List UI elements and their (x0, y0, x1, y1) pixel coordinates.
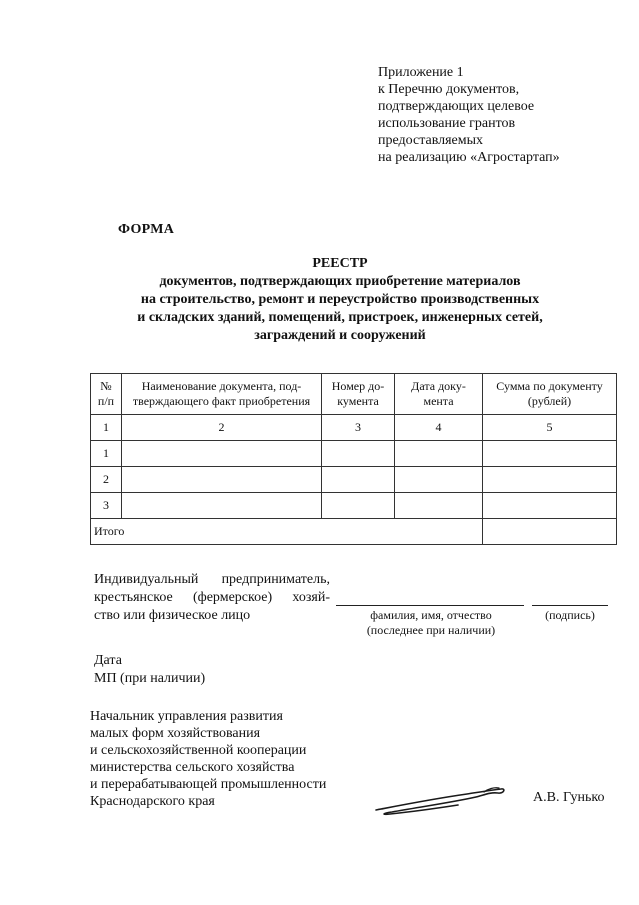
chief-line: и сельскохозяйственной кооперации (90, 743, 307, 758)
column-number-cell: 1 (91, 415, 122, 441)
table-header-row (91, 374, 617, 415)
signer-line (94, 589, 330, 607)
column-number-cell: 5 (483, 415, 617, 441)
table-cell[interactable] (122, 467, 322, 493)
document-title (90, 255, 590, 345)
appendix-line: использование грантов (378, 116, 516, 131)
title-line: документов, подтверждающих приобретение материалов (159, 274, 521, 289)
title-line: заграждений и сооружений (254, 328, 426, 343)
table-cell[interactable] (395, 441, 483, 467)
date-label: Дата (94, 653, 122, 668)
signer-line (94, 571, 330, 589)
handwritten-signature (372, 783, 522, 823)
chief-line: министерства сельского хозяйства (90, 760, 295, 775)
row-number-cell: 2 (91, 467, 122, 493)
appendix-line: к Перечню документов, (378, 82, 520, 97)
chief-line: Краснодарского края (90, 794, 215, 809)
header-cell-doc-number: Номер до-кумента (322, 374, 395, 415)
table-cell[interactable] (483, 467, 617, 493)
table-cell[interactable] (122, 441, 322, 467)
table-cell[interactable] (395, 467, 483, 493)
signer-line: ство или физическое лицо (94, 608, 251, 623)
table-cell[interactable] (483, 441, 617, 467)
appendix-line: предоставляемых (378, 133, 484, 148)
table-row (91, 441, 617, 467)
form-label: ФОРМА (118, 222, 175, 237)
fio-caption-line: (последнее при наличии) (366, 623, 496, 637)
total-row (91, 519, 617, 545)
title-main: РЕЕСТР (312, 256, 368, 271)
fio-signature-line[interactable] (336, 605, 524, 606)
table-row (91, 467, 617, 493)
title-line: и складских зданий, помещений, пристроек, инженерных сетей, (137, 310, 543, 325)
signer-description (94, 571, 330, 625)
table-row (91, 493, 617, 519)
column-number-cell: 4 (395, 415, 483, 441)
signer-word: хозяй- (292, 590, 330, 605)
table-cell[interactable] (483, 493, 617, 519)
table-cell[interactable] (395, 493, 483, 519)
stamp-label: МП (при наличии) (94, 671, 206, 686)
appendix-note (378, 64, 618, 166)
chief-line: и перерабатывающей промышленности (90, 777, 327, 792)
sign-caption: (подпись) (545, 608, 595, 622)
signer-word: предприниматель, (221, 572, 330, 587)
signer-word: Индивидуальный (94, 572, 199, 587)
header-cell-sum: Сумма по документу (рублей) (483, 374, 617, 415)
table-cell[interactable] (122, 493, 322, 519)
chief-line: малых форм хозяйствования (90, 726, 261, 741)
signature-line[interactable] (532, 605, 608, 606)
column-number-cell: 3 (322, 415, 395, 441)
table-cell[interactable] (322, 467, 395, 493)
appendix-line: подтверждающих целевое (378, 99, 535, 114)
total-label: Итого (91, 519, 483, 545)
chief-position (90, 708, 370, 810)
header-cell-number: № п/п (91, 374, 122, 415)
table-cell[interactable] (322, 441, 395, 467)
header-cell-doc-name: Наименование документа, под-тверждающего факт приобретения (122, 374, 322, 415)
signer-word: (фермерское) (192, 590, 273, 605)
header-cell-doc-date: Дата доку-мента (395, 374, 483, 415)
column-numbers-row (91, 415, 617, 441)
total-sum-cell[interactable] (483, 519, 617, 545)
appendix-line: на реализацию «Агростартап» (378, 150, 560, 165)
date-stamp-block (94, 652, 205, 688)
fio-caption (336, 608, 526, 638)
registry-table (90, 373, 617, 545)
title-line: на строительство, ремонт и переустройство производственных (140, 292, 540, 307)
appendix-line: Приложение 1 (378, 65, 464, 80)
row-number-cell: 3 (91, 493, 122, 519)
chief-line: Начальник управления развития (90, 709, 283, 724)
column-number-cell: 2 (122, 415, 322, 441)
chief-name: А.В. Гунько (533, 790, 605, 805)
row-number-cell: 1 (91, 441, 122, 467)
signer-word: крестьянское (94, 590, 173, 605)
fio-caption-line: фамилия, имя, отчество (370, 608, 492, 622)
table-cell[interactable] (322, 493, 395, 519)
